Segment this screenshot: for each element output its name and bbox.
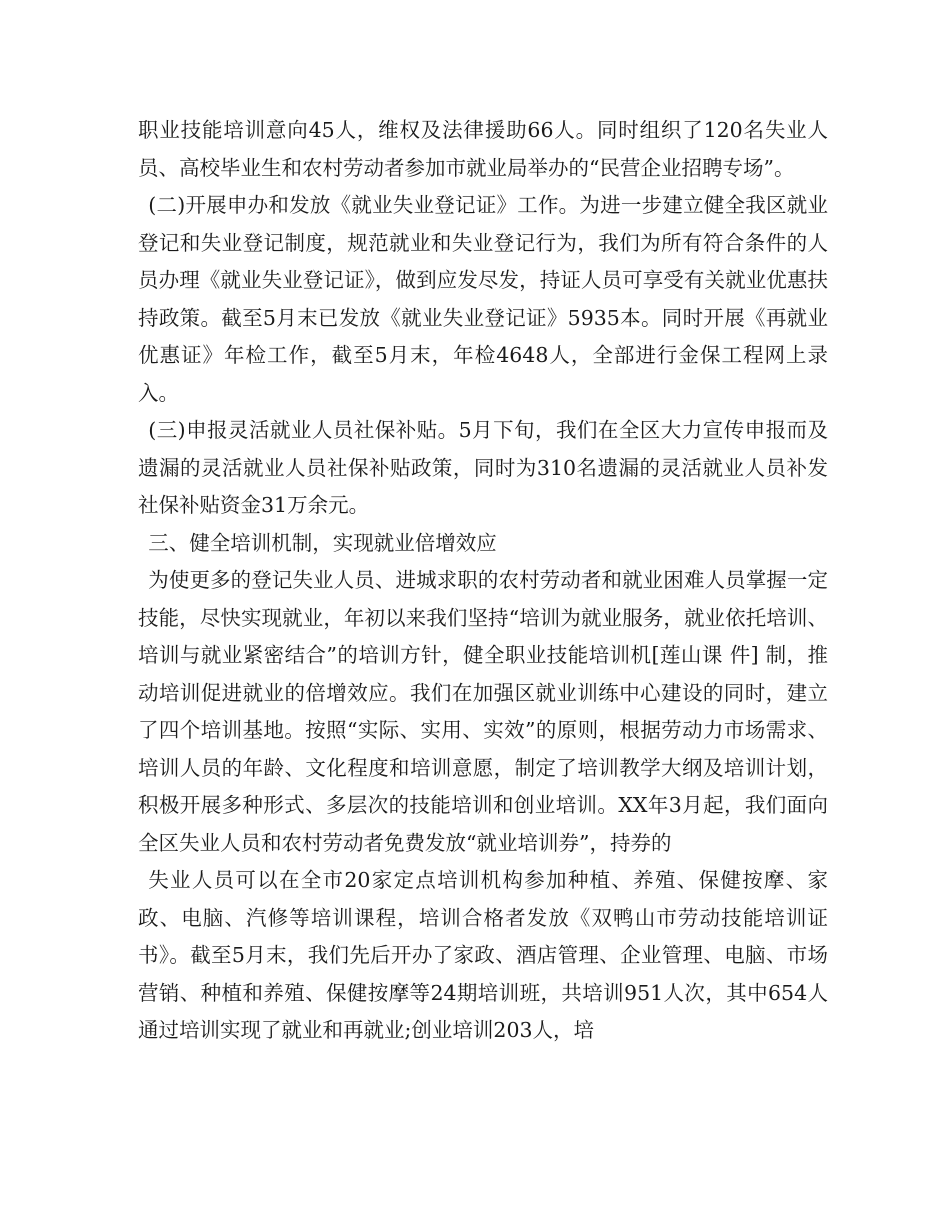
paragraph-5: 失业人员可以在全市20家定点培训机构参加种植、养殖、保健按摩、家政、电脑、汽修等培训课程，培训合格者发放《双鸭山市劳动技能培训证书》。截至5月末，我们先后开办了家政、酒店管理、企业管理、电脑、市场营销、种植和养殖、保健按摩等24期培训班，共培训951人次，其中654人通过培训实现了就业和再就业;创业培训203人，培 — [138, 868, 828, 1042]
paragraph-3: (三)申报灵活就业人员社保补贴。5月下旬，我们在全区大力宣传申报而及遗漏的灵活就业人员社保补贴政策，同时为310名遗漏的灵活就业人员补发社保补贴资金31万余元。 — [138, 418, 828, 517]
section-heading: 三、健全培训机制，实现就业倍增效应 — [148, 530, 497, 555]
paragraph-4: 为使更多的登记失业人员、进城求职的农村劳动者和就业困难人员掌握一定技能，尽快实现就业，年初以来我们坚持“培训为就业服务，就业依托培训、培训与就业紧密结合”的培训方针，健全职业技能培训机[莲山课 件] 制，推动培训促进就业的倍增效应。我们在加强区就业训练中心建设的同时，建立了四个培训基地。按照“实际、实用、实效”的原则，根据劳动力市场需求、培训人员的年龄、文化程度和培训意愿，制定了培训教学大纲及培训计划，积极开展多种形式、多层次的技能培训和创业培训。XX年3月起，我们面向全区失业人员和农村劳动者免费发放“就业培训券”，持券的 — [138, 568, 828, 855]
paragraph-1: 职业技能培训意向45人，维权及法律援助66人。同时组织了120名失业人员、高校毕业生和农村劳动者参加市就业局举办的“民营企业招聘专场”。 — [138, 118, 828, 180]
paragraph-2: (二)开展申办和发放《就业失业登记证》工作。为进一步建立健全我区就业登记和失业登记制度，规范就业和失业登记行为，我们为所有符合条件的人员办理《就业失业登记证》，做到应发尽发，持证人员可享受有关就业优惠扶持政策。截至5月末已发放《就业失业登记证》5935本。同时开展《再就业优惠证》年检工作，截至5月末，年检4648人，全部进行金保工程网上录入。 — [138, 193, 828, 405]
document-body — [138, 112, 828, 1050]
